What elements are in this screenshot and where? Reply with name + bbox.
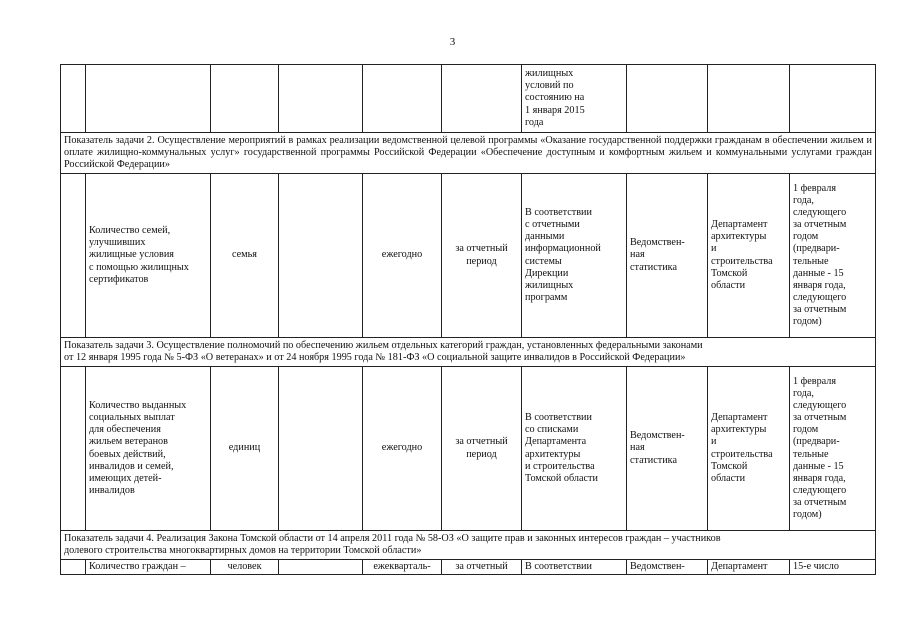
cell-source: В соответствии [522, 560, 627, 575]
cell-empty [279, 560, 363, 575]
cell-indicator-name: Количество граждан – [86, 560, 211, 575]
cell-frequency: ежегодно [363, 367, 442, 531]
cell-empty [627, 65, 708, 133]
cell-period: за отчетный период [442, 367, 522, 531]
cell-method: Ведомствен- [627, 560, 708, 575]
cell-empty [211, 65, 279, 133]
cell-unit: единиц [211, 367, 279, 531]
cell-responsible: Департамент [708, 560, 790, 575]
indicator-row [61, 338, 876, 367]
cell-method: Ведомствен- ная статистика [627, 367, 708, 531]
cell-period: за отчетный [442, 560, 522, 575]
cell-empty [86, 65, 211, 133]
cell-deadline: 1 февраля года, следующего за отчетным годом (предвари- тельные данные - 15 января года, следующего за отчетным годом) [790, 174, 876, 338]
table-row [61, 174, 876, 338]
table-row [61, 367, 876, 531]
cell-period: за отчетный период [442, 174, 522, 338]
cell-method: Ведомствен- ная статистика [627, 174, 708, 338]
cell-source: В соответствии со списками Департамента архитектуры и строительства Томской области [522, 367, 627, 531]
cell-indicator-name: Количество выданных социальных выплат для обеспечения жильем ветеранов боевых действий, инвалидов и семей, имеющих детей- инвалидов [86, 367, 211, 531]
cell-empty [61, 560, 86, 575]
indicator-2-text: Показатель задачи 2. Осуществление мероприятий в рамках реализации ведомственной целевой программы «Оказание государственной поддержки гражданам в обеспечении жильем и оплате жилищно-коммунальных услуг» государственной программы Российской Федерации «Обеспечение доступным и комфортным жильем и коммунальными услугами граждан Российской Федерации» [61, 133, 876, 174]
indicator-row [61, 133, 876, 174]
cell-empty [442, 65, 522, 133]
cell-frequency: ежегодно [363, 174, 442, 338]
cell-deadline: 15-е число [790, 560, 876, 575]
table-row [61, 65, 876, 133]
cell-frequency: ежекварталь- [363, 560, 442, 575]
cell-responsible: Департамент архитектуры и строительства Томской области [708, 367, 790, 531]
cell-empty [61, 65, 86, 133]
indicator-3-text: Показатель задачи 3. Осуществление полномочий по обеспечению жильем отдельных категорий граждан, установленных федеральными законами от 12 января 1995 года № 5-ФЗ «О ветеранах» и от 24 ноября 1995 года № 181-ФЗ «О социальной защите инвалидов в Российской Федерации» [61, 338, 876, 367]
table-row [61, 560, 876, 575]
cell-empty [279, 367, 363, 531]
indicator-4-text: Показатель задачи 4. Реализация Закона Томской области от 14 апреля 2011 года № 58-ОЗ «О защите прав и законных интересов граждан – участников долевого строительства многоквартирных домов на территории Томской области» [61, 531, 876, 560]
cell-indicator-name: Количество семей, улучшивших жилищные условия с помощью жилищных сертификатов [86, 174, 211, 338]
page-number: 3 [449, 36, 456, 48]
cell-deadline: 1 февраля года, следующего за отчетным годом (предвари- тельные данные - 15 января года, следующего за отчетным годом) [790, 367, 876, 531]
cell-responsible: Департамент архитектуры и строительства Томской области [708, 174, 790, 338]
cell-empty [61, 367, 86, 531]
cell-unit: человек [211, 560, 279, 575]
cell-empty [363, 65, 442, 133]
cell-source: В соответствии с отчетными данными информационной системы Дирекции жилищных программ [522, 174, 627, 338]
cell-source: жилищных условий по состоянию на 1 января 2015 года [522, 65, 627, 133]
cell-empty [279, 174, 363, 338]
cell-empty [61, 174, 86, 338]
indicators-table [60, 64, 876, 575]
cell-unit: семья [211, 174, 279, 338]
cell-empty [279, 65, 363, 133]
cell-empty [708, 65, 790, 133]
indicator-row [61, 531, 876, 560]
cell-empty [790, 65, 876, 133]
